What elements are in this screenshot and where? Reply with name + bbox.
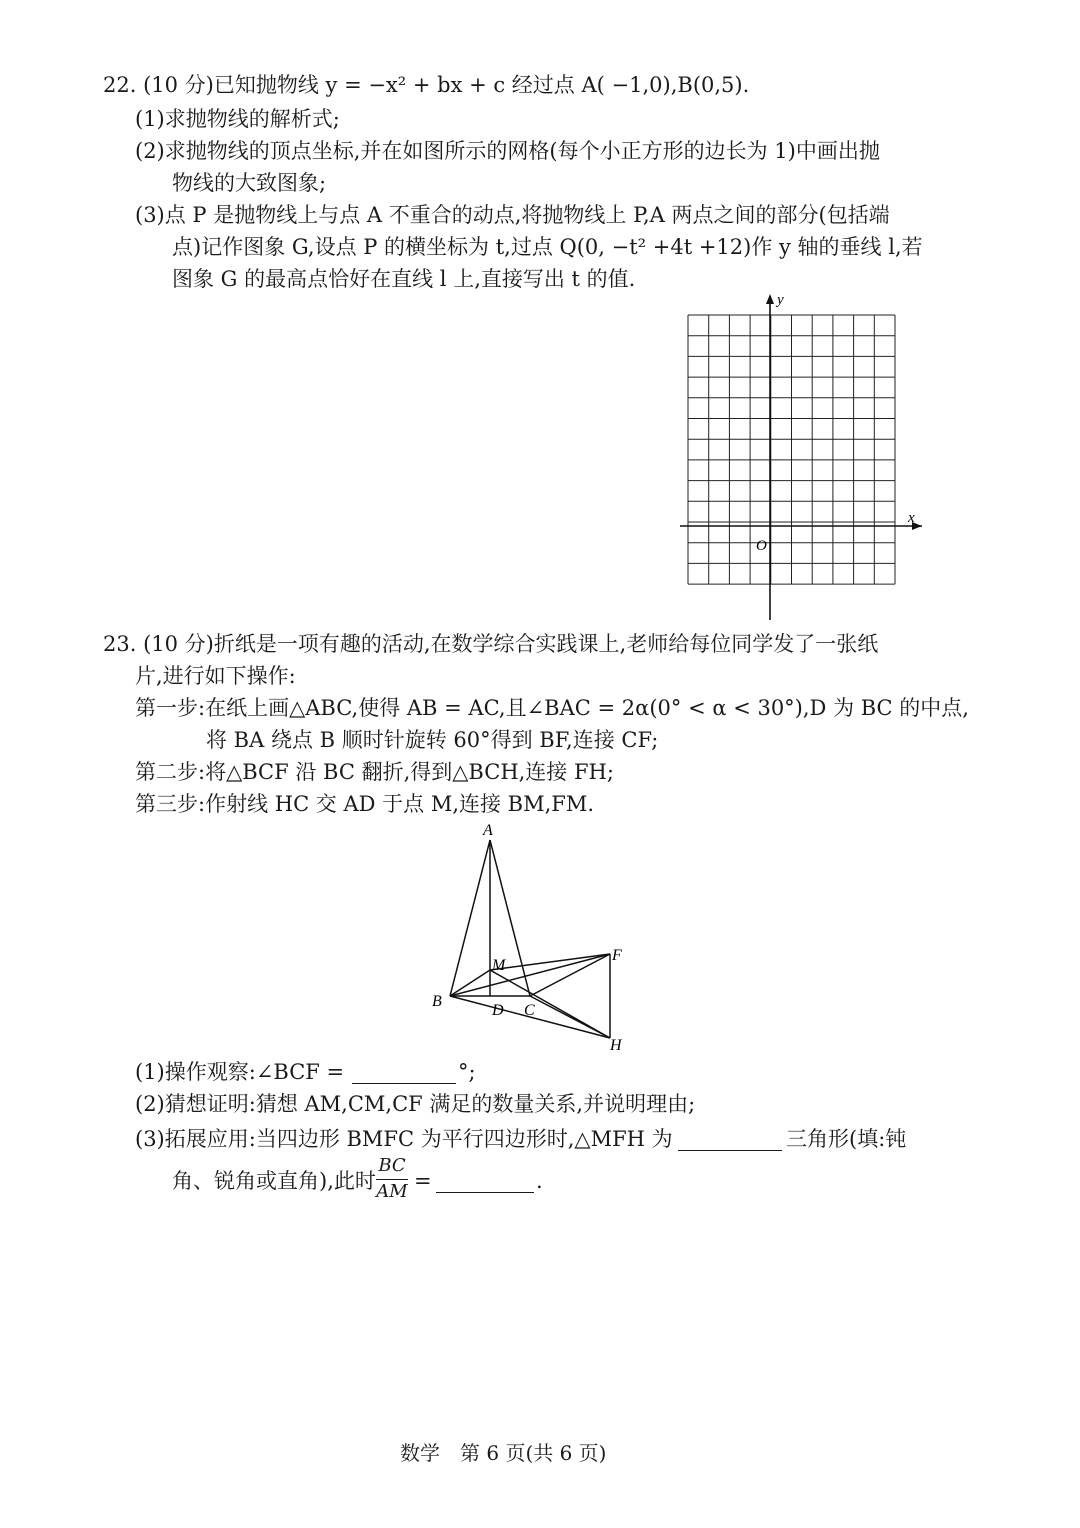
q23-part1-unit: °; (458, 1060, 476, 1084)
y-axis-arrow (766, 294, 774, 304)
q22-part3-line1: (3)点 P 是抛物线上与点 A 不重合的动点,将抛物线上 P,A 两点之间的部分(包括端 (135, 203, 890, 227)
label-d: D (492, 1002, 504, 1019)
q23-stem-line2: 片,进行如下操作: (135, 664, 296, 688)
q22-part2-line2: 物线的大致图象; (172, 171, 327, 195)
fraction-numerator: BC (378, 1155, 406, 1176)
q22-part3-line3: 图象 G 的最高点恰好在直线 l 上,直接写出 t 的值. (172, 267, 636, 291)
q23-step2: 第二步:将△BCF 沿 BC 翻折,得到△BCH,连接 FH; (135, 760, 614, 784)
origin-label: O (756, 538, 767, 554)
fraction-denominator: AM (376, 1181, 408, 1202)
segment-hm (490, 970, 610, 1038)
q23-part3-equals: = (414, 1169, 432, 1193)
q23-part3-period: . (536, 1169, 543, 1193)
label-b: B (432, 993, 442, 1010)
q23-stem-line1: 23. (10 分)折纸是一项有趣的活动,在数学综合实践课上,老师给每位同学发了一张纸 (103, 632, 879, 656)
q23-part3-blank2[interactable] (436, 1192, 534, 1193)
segment-ab (450, 840, 490, 996)
page-footer: 数学 第 6 页(共 6 页) (400, 1441, 607, 1465)
segment-cf (530, 954, 610, 996)
q23-step1-line2: 将 BA 绕点 B 顺时针旋转 60°得到 BF,连接 CF; (206, 728, 659, 752)
q23-step1-line1: 第一步:在纸上画△ABC,使得 AB = AC,且∠BAC = 2α(0° < α < 30°),D 为 BC 的中点, (135, 696, 969, 720)
q22-part3-line2: 点)记作图象 G,设点 P 的横坐标为 t,过点 Q(0, −t² +4t +12)作 y 轴的垂线 l,若 (172, 235, 923, 259)
q23-part2: (2)猜想证明:猜想 AM,CM,CF 满足的数量关系,并说明理由; (135, 1092, 696, 1116)
label-f: F (612, 947, 622, 964)
q23-geometry-figure (420, 818, 660, 1058)
label-m: M (492, 957, 506, 974)
label-h: H (610, 1037, 622, 1054)
q23-part1-blank[interactable] (352, 1083, 456, 1084)
x-axis-label: x (908, 510, 915, 526)
q23-part3-line2a: 角、锐角或直角),此时 (172, 1169, 376, 1193)
fraction-bar (376, 1179, 408, 1180)
label-a: A (483, 822, 493, 839)
q22-stem: 22. (10 分)已知抛物线 y = −x² + bx + c 经过点 A( −1,0),B(0,5). (103, 73, 750, 97)
q22-part1: (1)求抛物线的解析式; (135, 107, 340, 131)
grid-lines (688, 315, 895, 584)
q23-part3-line1b: 三角形(填:钝 (786, 1127, 907, 1151)
q23-step3: 第三步:作射线 HC 交 AD 于点 M,连接 BM,FM. (135, 792, 595, 816)
q23-part1-label: (1)操作观察:∠BCF = (135, 1060, 345, 1084)
label-c: C (524, 1002, 535, 1019)
y-axis-label: y (777, 292, 784, 308)
q23-part3-blank1[interactable] (678, 1150, 782, 1151)
segment-fm (490, 954, 610, 970)
q22-grid-figure (680, 290, 960, 620)
segment-bf (450, 954, 610, 996)
q22-part2-line1: (2)求抛物线的顶点坐标,并在如图所示的网格(每个小正方形的边长为 1)中画出抛 (135, 139, 880, 163)
q23-part3-line1a: (3)拓展应用:当四边形 BMFC 为平行四边形时,△MFH 为 (135, 1127, 673, 1151)
